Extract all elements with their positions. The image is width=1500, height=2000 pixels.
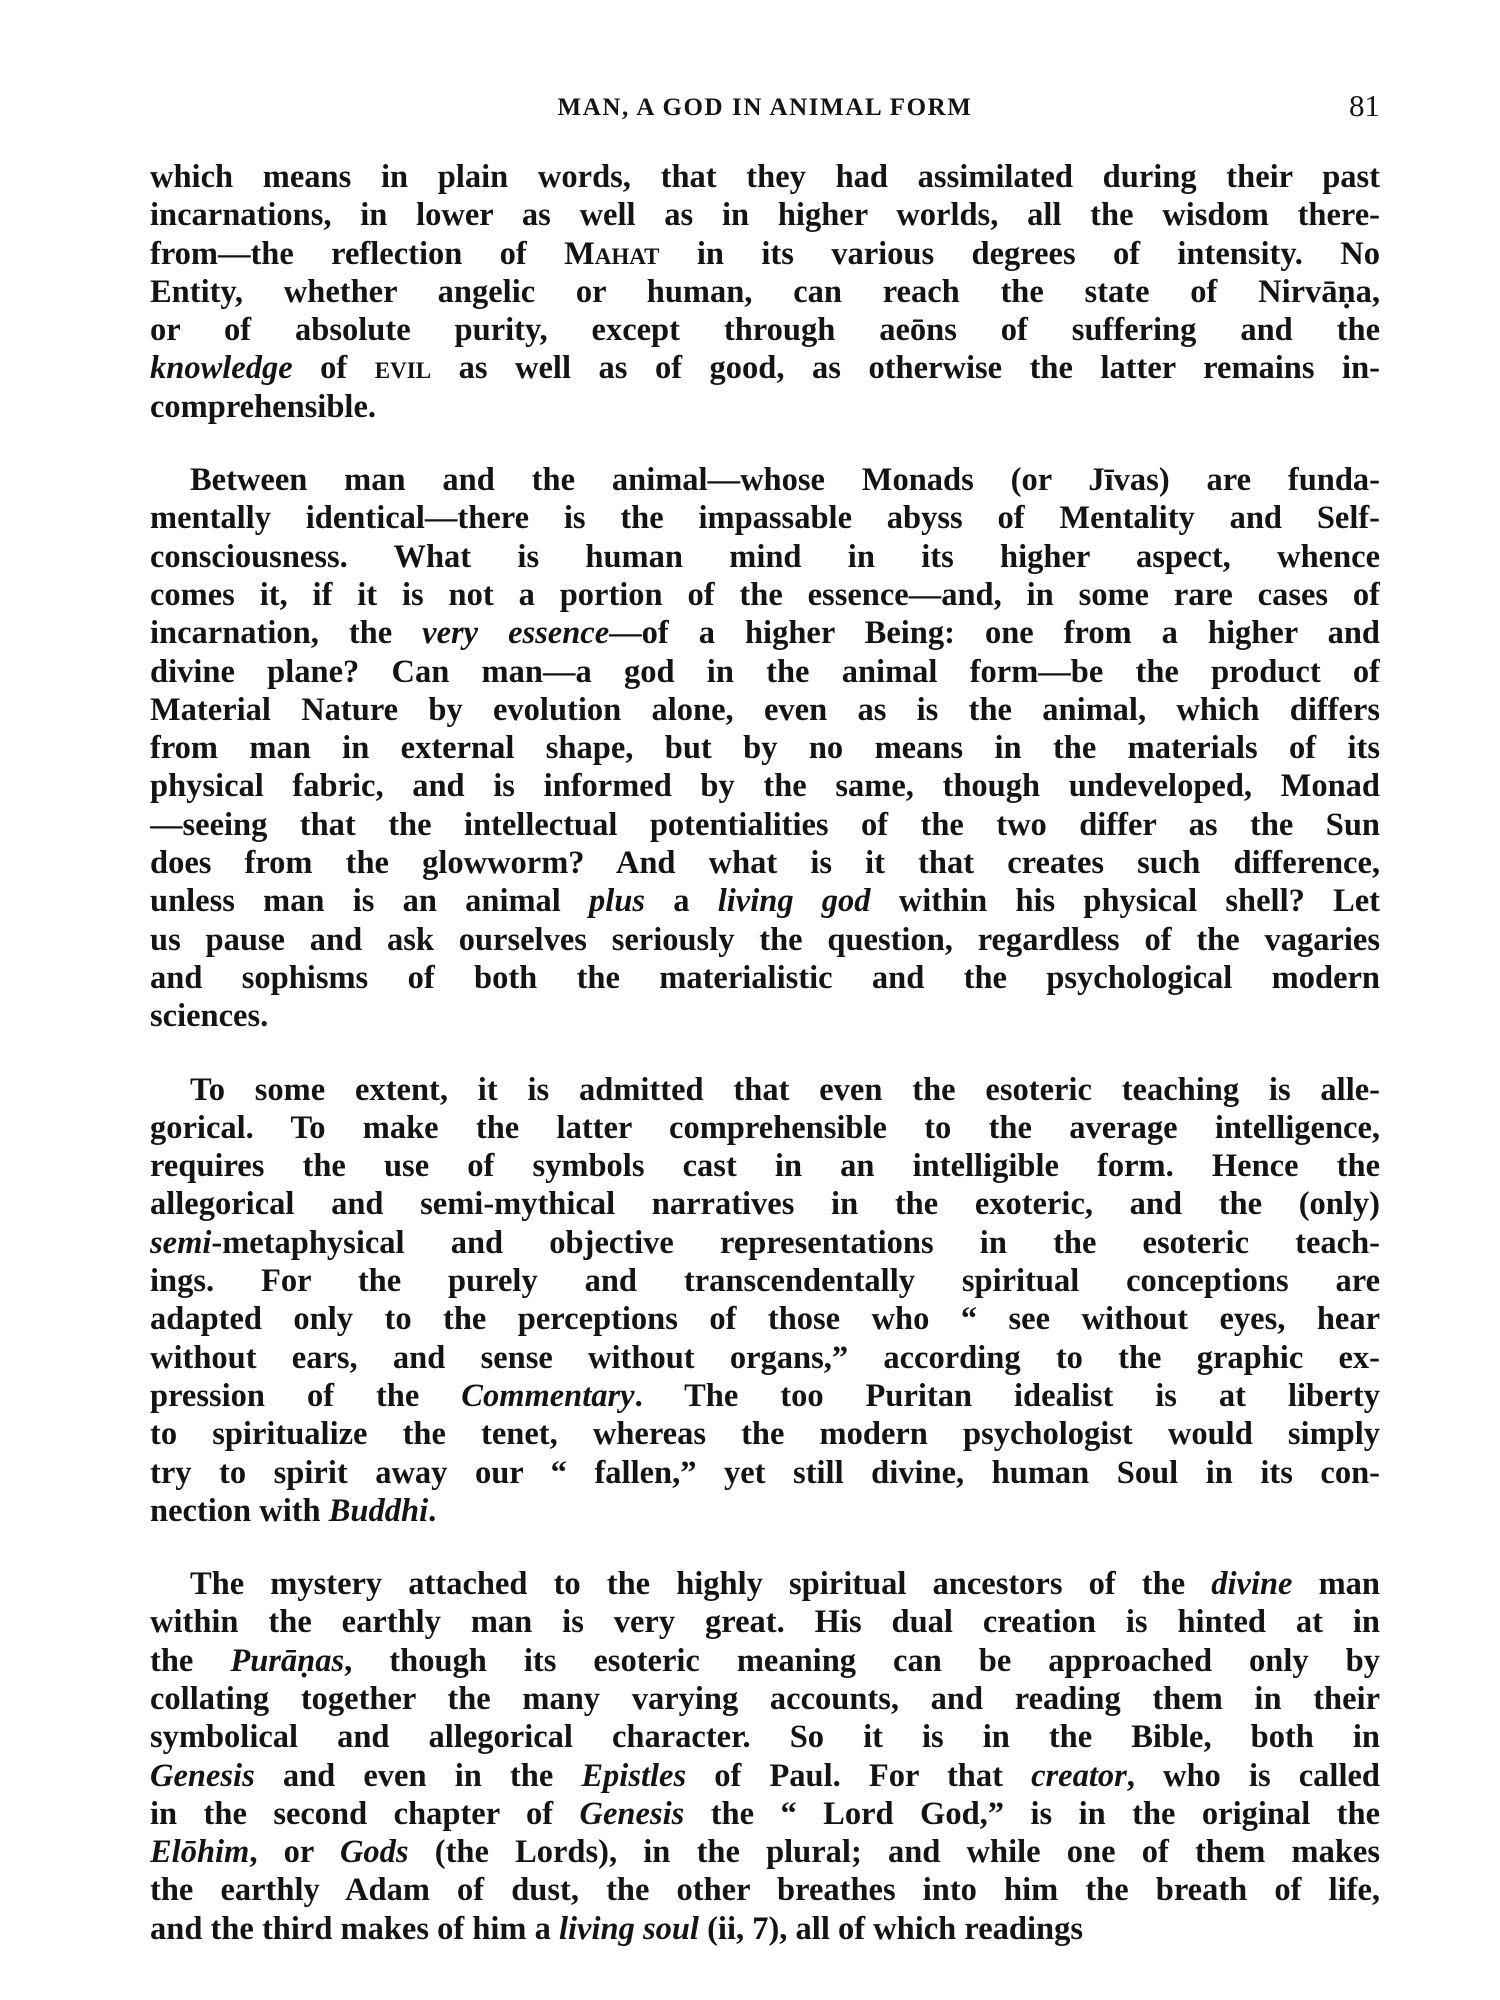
text-line: [150, 844, 1380, 882]
text-run: within the earthly man is very great. His dual creation is hinted at in: [150, 1604, 1380, 1641]
paragraph: [150, 461, 1380, 1035]
text-run: does from the glowworm? And what is it that creates such difference,: [150, 845, 1380, 882]
text-line: [150, 1147, 1380, 1185]
italic-text: Elōhim: [150, 1834, 250, 1871]
text-run: . The too Puritan idealist is at liberty: [634, 1377, 1380, 1414]
text-line: [150, 1185, 1380, 1223]
italic-text: divine: [1211, 1566, 1293, 1603]
text-run: .: [428, 1492, 437, 1529]
text-run: , or: [249, 1834, 340, 1871]
text-line: [150, 349, 1380, 387]
text-line: [150, 1300, 1380, 1338]
text-line: [150, 614, 1380, 652]
text-line: [150, 767, 1380, 805]
text-run: —of a higher Being: one from a higher and: [609, 615, 1380, 652]
running-head: [150, 88, 1380, 128]
text-run: incarnation, the: [150, 615, 423, 652]
text-run: the earthly Adam of dust, the other breathes into him the breath of life,: [150, 1872, 1380, 1909]
text-run: in its various degrees of intensity. No: [659, 235, 1380, 272]
text-line: [150, 576, 1380, 614]
italic-text: Gods: [339, 1834, 409, 1871]
text-line: [150, 1603, 1380, 1641]
text-run: (the Lords), in the plural; and while one of them makes: [408, 1834, 1380, 1871]
text-line: [150, 653, 1380, 691]
text-run: consciousness. What is human mind in its higher aspect, whence: [150, 538, 1380, 575]
italic-text: Genesis: [150, 1757, 255, 1794]
text-run: us pause and ask ourselves seriously the question, regardless of the vagaries: [150, 921, 1380, 958]
text-line: [150, 882, 1380, 920]
italic-text: Genesis: [579, 1795, 685, 1832]
text-run: collating together the many varying accounts, and reading them in their: [150, 1680, 1380, 1717]
text-run: (ii, 7), all of which readings: [698, 1910, 1083, 1947]
text-line: [150, 1910, 1380, 1948]
text-run: To some extent, it is admitted that even the esoteric teaching is alle-: [190, 1071, 1380, 1108]
text-line: [150, 461, 1380, 499]
text-run: a: [645, 883, 718, 920]
paragraph: [150, 1071, 1380, 1531]
text-run: Between man and the animal—whose Monads (or Jīvas) are funda-: [190, 462, 1380, 499]
text-run: from man in external shape, but by no means in the materials of its: [150, 730, 1380, 767]
paragraph: [150, 1565, 1380, 1948]
text-run: of Paul. For that: [686, 1757, 1032, 1794]
text-run: Material Nature by evolution alone, even as is the animal, which differs: [150, 691, 1380, 728]
text-run: physical fabric, and is informed by the same, though undeveloped, Monad: [150, 768, 1380, 805]
text-line: [150, 1415, 1380, 1453]
text-line: [150, 959, 1380, 997]
text-line: [150, 538, 1380, 576]
text-run: of: [292, 350, 375, 387]
page-number: 81: [1349, 88, 1380, 123]
text-line: [150, 1262, 1380, 1300]
text-run: —seeing that the intellectual potentialities of the two differ as the Sun: [150, 806, 1380, 843]
text-run: ings. For the purely and transcendentally spiritual conceptions are: [150, 1263, 1380, 1300]
text-run: symbolical and allegorical character. So it is in the Bible, both in: [150, 1719, 1380, 1756]
text-run: The mystery attached to the highly spiritual ancestors of the: [190, 1566, 1212, 1603]
running-title: MAN, A GOD IN ANIMAL FORM: [557, 94, 973, 121]
text-line: [150, 1565, 1380, 1603]
text-line: [150, 921, 1380, 959]
italic-text: plus: [589, 883, 646, 920]
text-run: pression of the: [150, 1377, 462, 1414]
text-run: Entity, whether angelic or human, can reach the state of Nirvāṇa,: [150, 273, 1380, 310]
text-run: as well as of good, as otherwise the latter remains in-: [431, 350, 1380, 387]
italic-text: semi: [150, 1224, 212, 1261]
italic-text: Buddhi: [328, 1492, 429, 1529]
text-run: comes it, if it is not a portion of the essence—and, in some rare cases of: [150, 576, 1380, 613]
text-run: from—the reflection of: [150, 235, 565, 272]
small-caps-text: evil: [374, 350, 432, 387]
italic-text: living soul: [559, 1910, 699, 1947]
text-line: [150, 1339, 1380, 1377]
italic-text: Commentary: [461, 1377, 635, 1414]
text-line: [150, 1757, 1380, 1795]
text-run: in the second chapter of: [150, 1795, 580, 1832]
text-line: [150, 1718, 1380, 1756]
text-run: mentally identical—there is the impassable abyss of Mentality and Self-: [150, 500, 1380, 537]
text-run: without ears, and sense without organs,” according to the graphic ex-: [150, 1339, 1380, 1376]
text-run: and sophisms of both the materialistic and the psychological modern: [150, 959, 1380, 996]
small-caps-text: Mahat: [564, 235, 660, 272]
text-run: try to spirit away our “ fallen,” yet still divine, human Soul in its con-: [150, 1454, 1380, 1491]
text-line: [150, 1492, 1380, 1530]
italic-text: living god: [717, 883, 871, 920]
text-line: [150, 1795, 1380, 1833]
text-run: unless man is an animal: [150, 883, 590, 920]
text-run: and even in the: [254, 1757, 582, 1794]
text-line: [150, 1680, 1380, 1718]
text-run: comprehensible.: [150, 388, 376, 425]
text-line: [150, 1871, 1380, 1909]
text-line: [150, 1109, 1380, 1147]
text-run: incarnations, in lower as well as in higher worlds, all the wisdom there-: [150, 197, 1380, 234]
italic-text: Epistles: [581, 1757, 687, 1794]
text-run: and the third makes of him a: [150, 1910, 559, 1947]
text-run: , though its esoteric meaning can be approached only by: [344, 1642, 1380, 1679]
text-run: to spiritualize the tenet, whereas the modern psychologist would simply: [150, 1416, 1380, 1453]
text-run: nection with: [150, 1492, 329, 1529]
italic-text: very essence: [422, 615, 610, 652]
text-line: [150, 691, 1380, 729]
text-line: [150, 235, 1380, 273]
italic-text: creator: [1031, 1757, 1127, 1794]
text-run: within his physical shell? Let: [870, 883, 1380, 920]
paragraph: [150, 158, 1380, 426]
italic-text: knowledge: [150, 350, 293, 387]
text-line: [150, 1833, 1380, 1871]
text-line: [150, 997, 1380, 1035]
text-line: [150, 1642, 1380, 1680]
text-run: , who is called: [1126, 1757, 1380, 1794]
text-run: adapted only to the perceptions of those who “ see without eyes, hear: [150, 1301, 1380, 1338]
text-line: [150, 1071, 1380, 1109]
text-line: [150, 806, 1380, 844]
text-run: which means in plain words, that they had assimilated during their past: [150, 159, 1380, 195]
text-line: [150, 196, 1380, 234]
text-run: requires the use of symbols cast in an intelligible form. Hence the: [150, 1148, 1380, 1185]
body-text: [150, 158, 1380, 1983]
text-run: sciences.: [150, 998, 269, 1035]
text-run: allegorical and semi-mythical narratives in the exoteric, and the (only): [150, 1186, 1380, 1223]
text-run: gorical. To make the latter comprehensible to the average intelligence,: [150, 1109, 1380, 1146]
text-line: [150, 388, 1380, 426]
text-run: or of absolute purity, except through aeōns of suffering and the: [150, 312, 1380, 349]
text-run: the: [150, 1642, 231, 1679]
text-run: man: [1292, 1566, 1380, 1603]
text-run: divine plane? Can man—a god in the animal form—be the product of: [150, 653, 1380, 690]
text-run: -metaphysical and objective representations in the esoteric teach-: [211, 1224, 1380, 1261]
text-line: [150, 1224, 1380, 1262]
text-line: [150, 273, 1380, 311]
text-line: [150, 729, 1380, 767]
text-line: [150, 158, 1380, 196]
text-line: [150, 499, 1380, 537]
italic-text: Purāṇas: [230, 1642, 345, 1679]
text-line: [150, 1377, 1380, 1415]
text-line: [150, 311, 1380, 349]
text-line: [150, 1454, 1380, 1492]
text-run: the “ Lord God,” is in the original the: [684, 1795, 1380, 1832]
